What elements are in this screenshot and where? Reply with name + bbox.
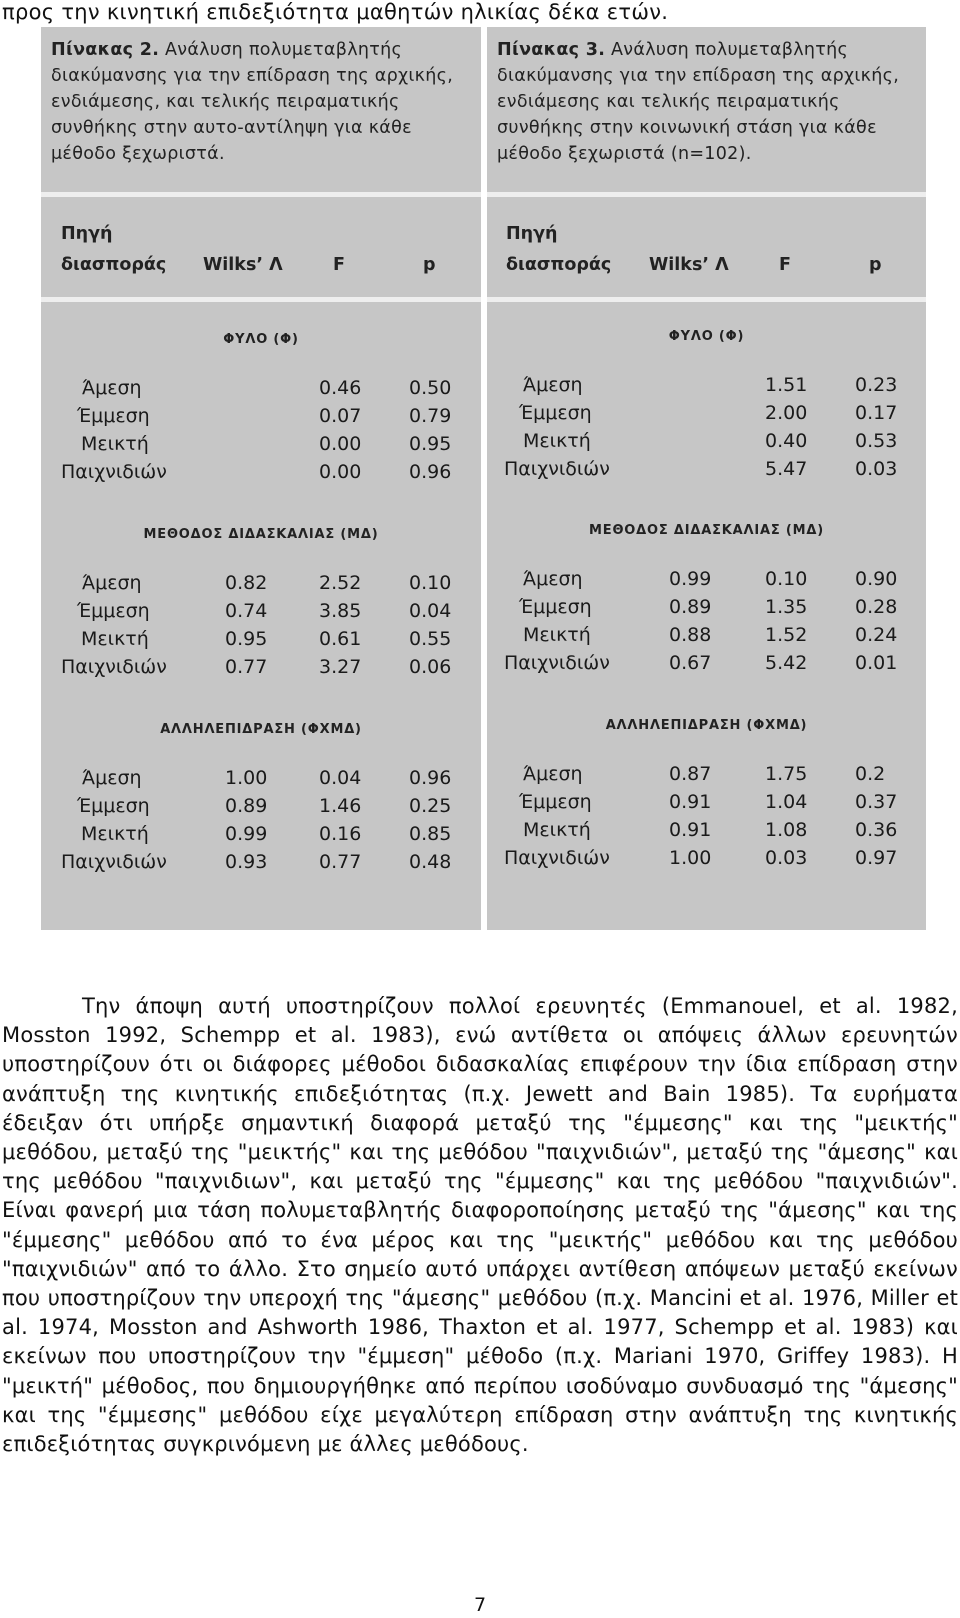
row-label: Μεικτή (81, 433, 149, 455)
wilks-value: 0.99 (669, 568, 712, 590)
p-value: 0.95 (409, 433, 452, 455)
table2-header-f: F (333, 255, 345, 275)
page-number: 7 (473, 1594, 487, 1616)
row-label: Παιχνιδιών (61, 461, 167, 483)
table2-table-row (41, 572, 481, 600)
table2-separator-band (41, 192, 481, 197)
wilks-value: 0.95 (225, 628, 268, 650)
table3-table-row (487, 847, 926, 875)
table3-table-row (487, 374, 926, 402)
wilks-value: 1.00 (669, 847, 712, 869)
wilks-value: 0.93 (225, 851, 268, 873)
p-value: 0.2 (855, 763, 886, 785)
f-value: 1.46 (319, 795, 362, 817)
row-label: Μεικτή (523, 624, 591, 646)
f-value: 1.52 (765, 624, 808, 646)
table2-header-wilks: Wilks’ Λ (203, 255, 283, 275)
wilks-value: 0.87 (669, 763, 712, 785)
f-value: 3.85 (319, 600, 362, 622)
f-value: 3.27 (319, 656, 362, 678)
table3-header-source-1: Πηγή (506, 224, 558, 244)
p-value: 0.55 (409, 628, 452, 650)
table3-table-row (487, 596, 926, 624)
row-label: Μεικτή (523, 430, 591, 452)
row-label: Παιχνιδιών (504, 847, 610, 869)
table2-header-source-1: Πηγή (61, 224, 113, 244)
table3-table-row (487, 763, 926, 791)
f-value: 0.77 (319, 851, 362, 873)
table3-table-row (487, 458, 926, 486)
table3-header-f: F (779, 255, 791, 275)
table3-section-title: ΑΛΛΗΛΕΠΙΔΡΑΣΗ (ΦΧΜΔ) (605, 718, 808, 733)
row-label: Μεικτή (523, 819, 591, 841)
f-value: 0.46 (319, 377, 362, 399)
table3-caption-text: Ανάλυση πολυμεταβλητής διακύμανσης για την επίδραση της αρχικής, ενδιάμεσης και τελικής πειραματικής συνθήκης στην κοινωνική στάση για κάθε μέθοδο ξεχωριστά (n=102). (497, 40, 900, 164)
table2-section-title: ΜΕΘΟΔΟΣ ΔΙΔΑΣΚΑΛΙΑΣ (ΜΔ) (143, 527, 379, 542)
table2-table-row (41, 461, 481, 489)
row-label: Έμμεση (77, 405, 150, 427)
table3-header-source-2: διασποράς (506, 255, 612, 275)
table3-separator-band (487, 297, 926, 302)
f-value: 0.00 (319, 433, 362, 455)
table2-section-title: ΑΛΛΗΛΕΠΙΔΡΑΣΗ (ΦΧΜΔ) (160, 722, 362, 737)
f-value: 2.52 (319, 572, 362, 594)
row-label: Άμεση (82, 572, 142, 594)
p-value: 0.96 (409, 461, 452, 483)
p-value: 0.53 (855, 430, 898, 452)
row-label: Άμεση (82, 767, 142, 789)
f-value: 0.16 (319, 823, 362, 845)
p-value: 0.79 (409, 405, 452, 427)
p-value: 0.28 (855, 596, 898, 618)
table3-table-row (487, 430, 926, 458)
table3-panel (487, 27, 926, 930)
table2-table-row (41, 656, 481, 684)
p-value: 0.90 (855, 568, 898, 590)
table3-section-title: ΦΥΛΟ (Φ) (668, 329, 745, 344)
wilks-value: 0.82 (225, 572, 268, 594)
table2-table-row (41, 405, 481, 433)
table3-label: Πίνακας 3. (497, 40, 606, 60)
wilks-value: 0.91 (669, 819, 712, 841)
row-label: Έμμεση (519, 596, 592, 618)
table2-header-source-2: διασποράς (61, 255, 167, 275)
table3-table-row (487, 624, 926, 652)
p-value: 0.06 (409, 656, 452, 678)
row-label: Έμμεση (77, 795, 150, 817)
table3-section-title: ΜΕΘΟΔΟΣ ΔΙΔΑΣΚΑΛΙΑΣ (ΜΔ) (589, 523, 824, 538)
table2-table-row (41, 433, 481, 461)
wilks-value: 0.67 (669, 652, 712, 674)
f-value: 2.00 (765, 402, 808, 424)
f-value: 0.04 (319, 767, 362, 789)
row-label: Παιχνιδιών (61, 851, 167, 873)
table2-table-row (41, 795, 481, 823)
f-value: 1.35 (765, 596, 808, 618)
table2-caption (51, 37, 473, 167)
table3-separator-band (487, 192, 926, 197)
f-value: 0.00 (319, 461, 362, 483)
f-value: 0.61 (319, 628, 362, 650)
p-value: 0.37 (855, 791, 898, 813)
table2-separator-band (41, 297, 481, 302)
table2-caption-text: Ανάλυση πολυμεταβλητής διακύμανσης για την επίδραση της αρχικής, ενδιάμεσης, και τελικής πειραματικής συνθήκης στην αυτο-αντίληψη για κάθε μέθοδο ξεχωριστά. (51, 40, 454, 164)
f-value: 0.03 (765, 847, 808, 869)
row-label: Μεικτή (81, 628, 149, 650)
table3-table-row (487, 652, 926, 680)
p-value: 0.01 (855, 652, 898, 674)
p-value: 0.17 (855, 402, 898, 424)
table2-table-row (41, 823, 481, 851)
row-label: Παιχνιδιών (61, 656, 167, 678)
row-label: Παιχνιδιών (504, 458, 610, 480)
table2-table-row (41, 377, 481, 405)
p-value: 0.48 (409, 851, 452, 873)
p-value: 0.36 (855, 819, 898, 841)
tables-figure (41, 27, 926, 930)
table3-table-row (487, 568, 926, 596)
p-value: 0.50 (409, 377, 452, 399)
table3-table-row (487, 819, 926, 847)
top-line-text: προς την κινητική επιδεξιότητα μαθητών ηλικίας δέκα ετών. (2, 0, 669, 24)
row-label: Άμεση (82, 377, 142, 399)
table2-table-row (41, 767, 481, 795)
table2-section-title: ΦΥΛΟ (Φ) (223, 332, 299, 347)
table2-table-row (41, 851, 481, 879)
wilks-value: 0.77 (225, 656, 268, 678)
table2-header-p: p (423, 255, 436, 275)
f-value: 1.08 (765, 819, 808, 841)
table3-caption (497, 37, 918, 167)
f-value: 0.07 (319, 405, 362, 427)
f-value: 5.47 (765, 458, 808, 480)
table2-table-row (41, 628, 481, 656)
row-label: Άμεση (523, 568, 583, 590)
row-label: Παιχνιδιών (504, 652, 610, 674)
f-value: 0.10 (765, 568, 808, 590)
wilks-value: 0.89 (669, 596, 712, 618)
row-label: Έμμεση (519, 791, 592, 813)
p-value: 0.96 (409, 767, 452, 789)
body-paragraph-block (2, 992, 958, 1459)
wilks-value: 0.89 (225, 795, 268, 817)
row-label: Άμεση (523, 374, 583, 396)
row-label: Έμμεση (77, 600, 150, 622)
p-value: 0.03 (855, 458, 898, 480)
p-value: 0.85 (409, 823, 452, 845)
wilks-value: 0.91 (669, 791, 712, 813)
wilks-value: 0.99 (225, 823, 268, 845)
wilks-value: 0.74 (225, 600, 268, 622)
table3-header-wilks: Wilks’ Λ (649, 255, 729, 275)
f-value: 1.51 (765, 374, 808, 396)
f-value: 1.75 (765, 763, 808, 785)
p-value: 0.10 (409, 572, 452, 594)
table2-table-row (41, 600, 481, 628)
table3-table-row (487, 402, 926, 430)
table2-label: Πίνακας 2. (51, 40, 160, 60)
row-label: Έμμεση (519, 402, 592, 424)
f-value: 5.42 (765, 652, 808, 674)
table2-panel (41, 27, 481, 930)
p-value: 0.97 (855, 847, 898, 869)
f-value: 0.40 (765, 430, 808, 452)
p-value: 0.04 (409, 600, 452, 622)
p-value: 0.24 (855, 624, 898, 646)
p-value: 0.23 (855, 374, 898, 396)
row-label: Μεικτή (81, 823, 149, 845)
table3-header-p: p (869, 255, 882, 275)
table3-table-row (487, 791, 926, 819)
body-paragraph: Την άποψη αυτή υποστηρίζουν πολλοί ερευνητές (Emmanouel, et al. 1982, Mosston 1992, Schempp et al. 1983), ενώ αντίθετα οι απόψεις άλλων ερευνητών υποστηρίζουν ότι οι διάφορες μέθοδοι διδασκαλίας επιφέρουν την ίδια επίδραση στην ανάπτυξη της κινητικής επιδεξιότητας (π.χ. Jewett and Bain 1985). Τα ευρήματα έδειξαν ότι υπήρξε σημαντική διαφορά μεταξύ της "έμμεσης" και της "μεικτής" μεθόδου, μεταξύ της "μεικτής" και της μεθόδου "παιχνιδιών", μεταξύ της "άμεσης" και της μεθόδου "παιχνιδιων", και μεταξύ της "έμμεσης" και της μεθόδου "παιχνιδιών". Είναι φανερή μια τάση πολυμεταβλητής διαφοροποίησης μεταξύ της "άμεσης" και της "έμμεσης" μεθόδου από το ένα μέρος και της "μεικτής" μεθόδου και της μεθόδου "παιχνιδιών" από το άλλο. Στο σημείο αυτό υπάρχει αντίθεση απόψεων μεταξύ εκείνων που υποστηρίζουν την υπεροχή της "άμεσης" μεθόδου (π.χ. Mancini et al. 1976, Miller et al. 1974, Mosston and Ashworth 1986, Thaxton et al. 1977, Schempp et al. 1983) και εκείνων που υποστηρίζουν την "έμμεση" μέθοδο (π.χ. Mariani 1970, Griffey 1983). Η "μεικτή" μέθοδος, που δημιουργήθηκε από περίπου ισοδύναμο συνδυασμό της "άμεσης" και της "έμμεσης" μεθόδου είχε μεγαλύτερη επίδραση στην ανάπτυξη της κινητικής επιδεξιότητας συγκρινόμενη με άλλες μεθόδους. (2, 994, 958, 1457)
wilks-value: 0.88 (669, 624, 712, 646)
row-label: Άμεση (523, 763, 583, 785)
f-value: 1.04 (765, 791, 808, 813)
p-value: 0.25 (409, 795, 452, 817)
wilks-value: 1.00 (225, 767, 268, 789)
